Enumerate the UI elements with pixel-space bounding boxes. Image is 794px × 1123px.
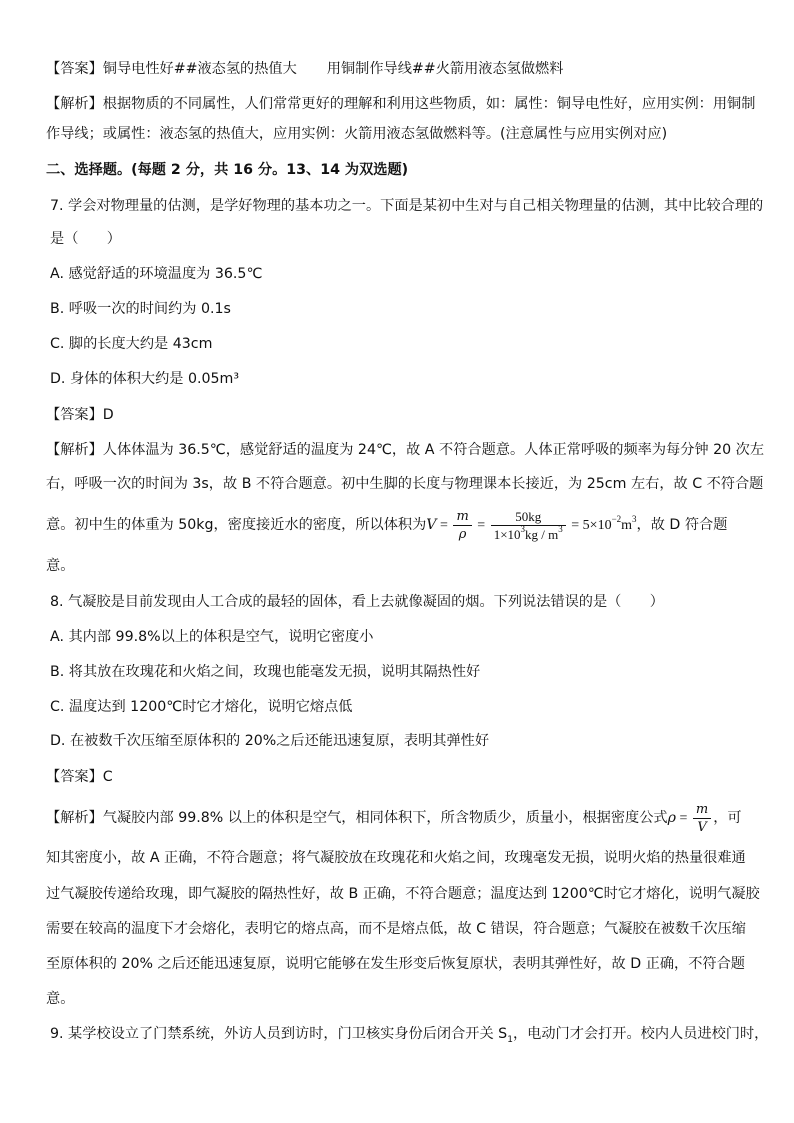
analysis-text: 意。初中生的体重为 50kg，密度接近水的密度，所以体积为: [46, 517, 427, 533]
answer-tag: 【答案】: [46, 61, 103, 77]
analysis-line: 意。: [46, 558, 75, 574]
analysis-line: 右，呼吸一次的时间为 3s，故 B 不符合题意。初中生脚的长度与物理课本长接近，为 25cm 左右，故 C 不符合题: [46, 476, 764, 492]
formula-result: $5\times 10^{-2}m^3$: [582, 514, 637, 533]
analysis-text: ，可: [713, 810, 742, 826]
answer-line-q6: [46, 59, 758, 79]
fraction-denominator: V: [693, 818, 711, 835]
formula-equals: =: [436, 518, 452, 533]
fraction-numerator: m: [695, 801, 709, 817]
answer-line-q7: [46, 405, 758, 425]
section-heading: 二、选择题。(每题 2 分，共 16 分。13、14 为双选题): [46, 162, 409, 178]
analysis-tag: 【解析】: [46, 442, 103, 458]
analysis-text: 作导线；或属性：液态氢的热值大，应用实例：火箭用液态氢做燃料等。(注意属性与应用实例对应): [46, 126, 668, 142]
analysis-text: 根据物质的不同属性，人们常常更好的理解和利用这些物质，如：属性：铜导电性好，应用实例：用铜制: [102, 96, 756, 112]
formula-density-symbol: ρ: [667, 810, 676, 826]
analysis-line-formula: [46, 801, 758, 836]
option-c: C. 温度达到 1200℃时它才熔化，说明它熔点低: [50, 699, 353, 715]
fraction-numerator: 50kg: [515, 508, 542, 524]
formula-equals: =: [567, 518, 583, 533]
analysis-line-formula: [46, 508, 758, 543]
analysis-line: [46, 124, 758, 144]
option-d: D. 在被数千次压缩至原体积的 20%之后还能迅速复原，表明其弹性好: [50, 733, 490, 749]
question-stem: 9. 某学校设立了门禁系统，外访人员到访时，门卫核实身份后闭合开关 $S_1$，电动门才会打开。校内人员进校门时，: [50, 1026, 769, 1045]
answer-text: C: [102, 769, 113, 785]
answer-tag: 【答案】: [46, 769, 103, 785]
formula-fraction-m-over-rho: [453, 509, 471, 542]
analysis-line: [46, 94, 758, 114]
question-stem: 是（ ）: [50, 231, 121, 247]
analysis-line: [46, 440, 765, 460]
answer-text: D: [102, 407, 114, 423]
question-stem: 7. 学会对物理量的估测，是学好物理的基本功之一。下面是某初中生对与自己相关物理量的估测，其中比较合理的: [50, 198, 764, 214]
option-a: A. 感觉舒适的环境温度为 36.5℃: [50, 266, 263, 282]
question-stem: 8. 气凝胶是目前发现由人工合成的最轻的固体，看上去就像凝固的烟。下列说法错误的是（ ）: [50, 594, 664, 610]
fraction-numerator: m: [456, 508, 469, 524]
formula-fraction-values: [491, 509, 566, 542]
analysis-tag: 【解析】: [46, 810, 103, 826]
analysis-text: 气凝胶内部 99.8% 以上的体积是空气，相同体积下，所含物质少，质量小，根据密度公式: [102, 810, 668, 826]
fraction-denominator: ρ: [453, 525, 471, 542]
fraction-denominator: $1\times 10^3kg / m^3$: [491, 525, 566, 542]
answer-text: 用铜制作导线##火箭用液态氢做燃料: [326, 61, 564, 77]
answer-line-q8: [46, 767, 758, 787]
analysis-line: 知其密度小，故 A 正确，不符合题意；将气凝胶放在玫瑰花和火焰之间，玫瑰毫发无损，说明火焰的热量很难通: [46, 850, 746, 866]
formula-equals: =: [473, 518, 489, 533]
formula-equals: =: [675, 811, 691, 826]
option-b: B. 呼吸一次的时间约为 0.1s: [50, 301, 231, 317]
option-b: B. 将其放在玫瑰花和火焰之间，玫瑰也能毫发无损，说明其隔热性好: [50, 664, 481, 680]
analysis-line: 意。: [46, 991, 75, 1007]
analysis-tag: 【解析】: [46, 96, 103, 112]
option-c: C. 脚的长度大约是 43cm: [50, 336, 213, 352]
option-a: A. 其内部 99.8%以上的体积是空气，说明它密度小: [50, 629, 374, 645]
analysis-line: 过气凝胶传递给玫瑰，即气凝胶的隔热性好，故 B 正确，不符合题意；温度达到 1200℃时它才熔化，说明气凝胶: [46, 886, 760, 902]
analysis-text: 人体体温为 36.5℃，感觉舒适的温度为 24℃，故 A 不符合题意。人体正常呼吸的频率为每分钟 20 次左: [102, 442, 765, 458]
analysis-text: ，故 D 符合题: [636, 517, 728, 533]
answer-tag: 【答案】: [46, 407, 103, 423]
analysis-line: 需要在较高的温度下才会熔化，表明它的熔点高，而不是熔点低，故 C 错误，符合题意；气凝胶在被数千次压缩: [46, 921, 746, 937]
analysis-line: 至原体积的 20% 之后还能迅速复原，说明它能够在发生形变后恢复原状，表明其弹性好，故 D 正确，不符合题: [46, 956, 745, 972]
answer-text: 铜导电性好##液态氢的热值大: [102, 61, 297, 77]
formula-volume-symbol: V: [426, 517, 437, 533]
option-d: D. 身体的体积大约是 0.05m³: [50, 371, 240, 387]
formula-fraction-m-over-v: [693, 802, 711, 835]
